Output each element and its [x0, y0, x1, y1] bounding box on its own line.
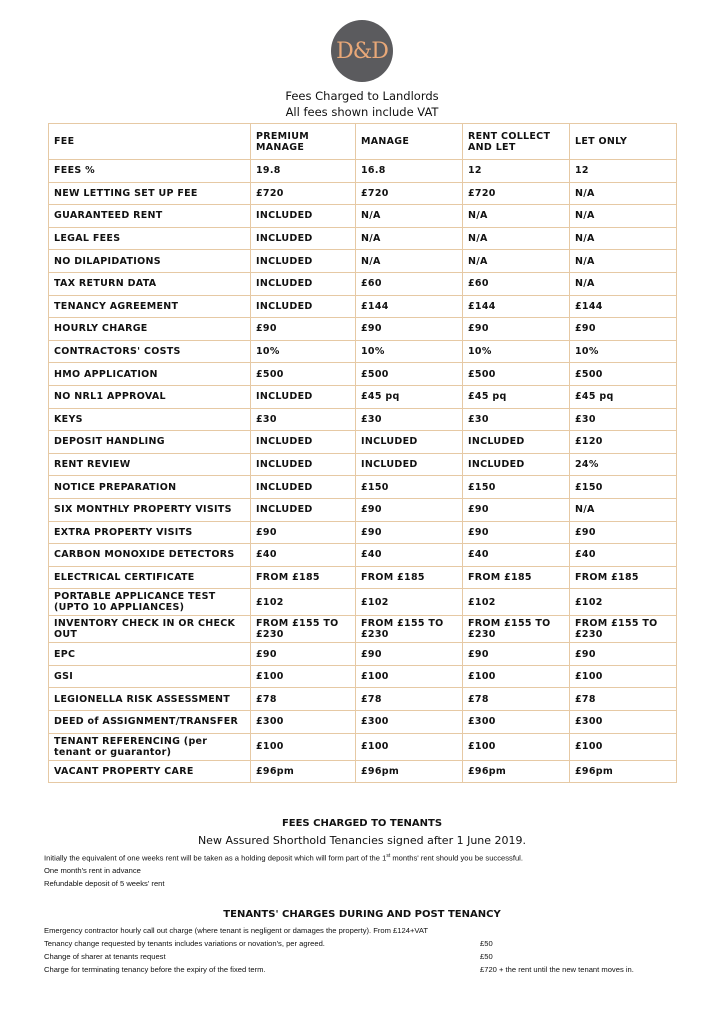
fee-value-cell: £720 — [251, 182, 356, 205]
fee-name-cell: NEW LETTING SET UP FEE — [49, 182, 251, 205]
table-row — [49, 431, 677, 454]
header-cell: LET ONLY — [570, 124, 677, 160]
fee-value-cell: £90 — [356, 521, 463, 544]
fee-value-cell: FROM £185 — [570, 566, 677, 589]
fee-name-cell: RENT REVIEW — [49, 453, 251, 476]
fee-value-cell: N/A — [570, 205, 677, 228]
fee-value-cell: £90 — [570, 521, 677, 544]
table-row — [49, 566, 677, 589]
fee-name-cell: FEES % — [49, 160, 251, 183]
fee-value-cell: £90 — [251, 318, 356, 341]
fee-value-cell: FROM £185 — [356, 566, 463, 589]
fee-value-cell: INCLUDED — [251, 250, 356, 273]
page-title: Fees Charged to Landlords — [285, 89, 439, 103]
fee-value-cell: £96pm — [463, 760, 570, 783]
fee-value-cell: N/A — [570, 498, 677, 521]
fee-value-cell: 10% — [356, 340, 463, 363]
fee-value-cell: 24% — [570, 453, 677, 476]
fee-value-cell: £102 — [570, 589, 677, 616]
fee-value-cell: £60 — [463, 272, 570, 295]
fee-value-cell: £90 — [463, 521, 570, 544]
fee-name-cell: NO DILAPIDATIONS — [49, 250, 251, 273]
fee-value-cell: 12 — [570, 160, 677, 183]
charge-label: Tenancy change requested by tenants includes variations or novation's, per agreed. — [44, 939, 325, 948]
fee-value-cell: £30 — [463, 408, 570, 431]
fee-value-cell: £300 — [463, 711, 570, 734]
fee-value-cell: £40 — [463, 544, 570, 567]
table-row — [49, 205, 677, 228]
holding-deposit-part1: Initially the equivalent of one weeks rent will be taken as a holding deposit which will form part of the 1 — [44, 853, 387, 863]
fee-name-cell: LEGIONELLA RISK ASSESSMENT — [49, 688, 251, 711]
tenant-fees-heading: FEES CHARGED TO TENANTS — [281, 818, 443, 829]
table-row — [49, 733, 677, 760]
fee-value-cell: N/A — [356, 250, 463, 273]
fee-name-cell: INVENTORY CHECK IN OR CHECK OUT — [49, 616, 251, 643]
fee-value-cell: £96pm — [570, 760, 677, 783]
fee-value-cell: £150 — [356, 476, 463, 499]
fee-value-cell: 12 — [463, 160, 570, 183]
fee-value-cell: £40 — [356, 544, 463, 567]
fee-value-cell: £90 — [570, 318, 677, 341]
table-row — [49, 521, 677, 544]
header-cell: FEE — [49, 124, 251, 160]
fee-name-cell: TENANT REFERENCING (per tenant or guarantor) — [49, 733, 251, 760]
charge-value: £50 — [480, 939, 493, 948]
fee-value-cell: £150 — [463, 476, 570, 499]
charge-label: Emergency contractor hourly call out charge (where tenant is negligent or damages the property). From £124+VAT — [44, 926, 429, 935]
charge-label: Change of sharer at tenants request — [44, 952, 166, 961]
fee-name-cell: HMO APPLICATION — [49, 363, 251, 386]
fee-value-cell: £100 — [356, 665, 463, 688]
table-row — [49, 711, 677, 734]
fee-value-cell: 19.8 — [251, 160, 356, 183]
fee-value-cell: £500 — [356, 363, 463, 386]
fee-value-cell: N/A — [356, 205, 463, 228]
fee-value-cell: £100 — [463, 733, 570, 760]
fee-value-cell: 10% — [463, 340, 570, 363]
fee-value-cell: £45 pq — [463, 385, 570, 408]
fee-name-cell: GSI — [49, 665, 251, 688]
table-row — [49, 363, 677, 386]
fee-value-cell: FROM £185 — [463, 566, 570, 589]
fee-name-cell: SIX MONTHLY PROPERTY VISITS — [49, 498, 251, 521]
fee-value-cell: FROM £155 TO £230 — [356, 616, 463, 643]
fee-value-cell: FROM £185 — [251, 566, 356, 589]
fee-value-cell: £90 — [356, 318, 463, 341]
fee-value-cell: N/A — [356, 227, 463, 250]
fee-value-cell: £500 — [570, 363, 677, 386]
table-row — [49, 453, 677, 476]
fee-name-cell: EXTRA PROPERTY VISITS — [49, 521, 251, 544]
charge-label: Charge for terminating tenancy before the expiry of the fixed term. — [44, 965, 266, 974]
fee-value-cell: £720 — [463, 182, 570, 205]
table-row — [49, 476, 677, 499]
fee-value-cell: £30 — [356, 408, 463, 431]
fee-value-cell: £120 — [570, 431, 677, 454]
fee-value-cell: 10% — [570, 340, 677, 363]
fee-name-cell: NOTICE PREPARATION — [49, 476, 251, 499]
table-row — [49, 589, 677, 616]
fee-value-cell: £300 — [251, 711, 356, 734]
holding-deposit-part2: months' rent should you be successful. — [390, 853, 523, 863]
fee-value-cell: FROM £155 TO £230 — [463, 616, 570, 643]
fee-value-cell: INCLUDED — [251, 205, 356, 228]
fee-name-cell: PORTABLE APPLICANCE TEST (UPTO 10 APPLIANCES) — [49, 589, 251, 616]
fee-value-cell: N/A — [570, 272, 677, 295]
fee-value-cell: £40 — [570, 544, 677, 567]
fee-name-cell: LEGAL FEES — [49, 227, 251, 250]
table-row — [49, 385, 677, 408]
landlord-fees-table — [48, 123, 677, 783]
fee-value-cell: INCLUDED — [251, 498, 356, 521]
fee-value-cell: £100 — [251, 665, 356, 688]
fee-value-cell: £45 pq — [570, 385, 677, 408]
fee-value-cell: INCLUDED — [251, 431, 356, 454]
fee-value-cell: £78 — [251, 688, 356, 711]
holding-deposit-text — [44, 853, 523, 863]
fee-value-cell: INCLUDED — [251, 476, 356, 499]
fee-value-cell: INCLUDED — [251, 272, 356, 295]
fee-value-cell: £78 — [356, 688, 463, 711]
fee-value-cell: £90 — [570, 643, 677, 666]
header-cell: RENT COLLECT AND LET — [463, 124, 570, 160]
header-cell: PREMIUM MANAGE — [251, 124, 356, 160]
table-row — [49, 643, 677, 666]
fee-value-cell: £500 — [463, 363, 570, 386]
fee-value-cell: £45 pq — [356, 385, 463, 408]
company-logo — [331, 20, 393, 82]
fee-name-cell: DEED of ASSIGNMENT/TRANSFER — [49, 711, 251, 734]
fee-value-cell: £144 — [570, 295, 677, 318]
fee-value-cell: £102 — [251, 589, 356, 616]
fee-value-cell: £100 — [570, 665, 677, 688]
fee-value-cell: FROM £155 TO £230 — [570, 616, 677, 643]
fee-value-cell: £90 — [251, 521, 356, 544]
table-row — [49, 616, 677, 643]
fee-value-cell: £78 — [463, 688, 570, 711]
fee-name-cell: TAX RETURN DATA — [49, 272, 251, 295]
refundable-deposit-text: Refundable deposit of 5 weeks' rent — [44, 879, 165, 888]
fee-value-cell: £90 — [251, 643, 356, 666]
table-row — [49, 272, 677, 295]
fee-name-cell: EPC — [49, 643, 251, 666]
fee-value-cell: £96pm — [356, 760, 463, 783]
table-row — [49, 498, 677, 521]
fee-value-cell: N/A — [463, 227, 570, 250]
fee-value-cell: £100 — [356, 733, 463, 760]
ordinal-suffix: st — [386, 853, 391, 859]
fee-value-cell: INCLUDED — [463, 453, 570, 476]
fee-value-cell: £40 — [251, 544, 356, 567]
header-cell: MANAGE — [356, 124, 463, 160]
fee-value-cell: 16.8 — [356, 160, 463, 183]
table-row — [49, 340, 677, 363]
fee-value-cell: 10% — [251, 340, 356, 363]
fee-value-cell: INCLUDED — [463, 431, 570, 454]
fee-value-cell: £500 — [251, 363, 356, 386]
rent-advance-text: One month's rent in advance — [44, 866, 141, 875]
fee-value-cell: INCLUDED — [251, 295, 356, 318]
fee-value-cell: N/A — [463, 250, 570, 273]
fee-value-cell: FROM £155 TO £230 — [251, 616, 356, 643]
fee-name-cell: HOURLY CHARGE — [49, 318, 251, 341]
fee-value-cell: £150 — [570, 476, 677, 499]
fee-value-cell: £720 — [356, 182, 463, 205]
table-row — [49, 544, 677, 567]
fee-value-cell: £144 — [356, 295, 463, 318]
table-row — [49, 182, 677, 205]
fee-value-cell: N/A — [570, 182, 677, 205]
table-row — [49, 227, 677, 250]
charge-value: £50 — [480, 952, 493, 961]
fee-name-cell: DEPOSIT HANDLING — [49, 431, 251, 454]
during-tenancy-heading: TENANTS' CHARGES DURING AND POST TENANCY — [223, 909, 501, 920]
fee-value-cell: INCLUDED — [356, 431, 463, 454]
fee-value-cell: £102 — [356, 589, 463, 616]
fee-value-cell: £30 — [251, 408, 356, 431]
fee-name-cell: VACANT PROPERTY CARE — [49, 760, 251, 783]
table-row — [49, 295, 677, 318]
table-row — [49, 408, 677, 431]
table-row — [49, 688, 677, 711]
fee-value-cell: INCLUDED — [356, 453, 463, 476]
fee-name-cell: CONTRACTORS' COSTS — [49, 340, 251, 363]
fee-value-cell: £30 — [570, 408, 677, 431]
fee-name-cell: ELECTRICAL CERTIFICATE — [49, 566, 251, 589]
fee-value-cell: £90 — [463, 643, 570, 666]
table-row — [49, 160, 677, 183]
fee-value-cell: N/A — [463, 205, 570, 228]
fee-value-cell: £102 — [463, 589, 570, 616]
fee-value-cell: INCLUDED — [251, 385, 356, 408]
fee-name-cell: CARBON MONOXIDE DETECTORS — [49, 544, 251, 567]
fee-name-cell: GUARANTEED RENT — [49, 205, 251, 228]
table-row — [49, 760, 677, 783]
table-header-row — [49, 124, 677, 160]
fee-value-cell: £90 — [356, 643, 463, 666]
tenant-fees-subheading: New Assured Shorthold Tenancies signed after 1 June 2019. — [197, 834, 527, 847]
fee-value-cell: £300 — [570, 711, 677, 734]
fee-value-cell: £78 — [570, 688, 677, 711]
fee-value-cell: £100 — [570, 733, 677, 760]
fee-name-cell: TENANCY AGREEMENT — [49, 295, 251, 318]
fee-value-cell: £144 — [463, 295, 570, 318]
logo-text: D&D — [336, 38, 388, 64]
fee-value-cell: N/A — [570, 250, 677, 273]
fee-value-cell: INCLUDED — [251, 453, 356, 476]
fee-value-cell: £300 — [356, 711, 463, 734]
fee-value-cell: £90 — [463, 498, 570, 521]
fee-value-cell: £90 — [463, 318, 570, 341]
fee-value-cell: £100 — [463, 665, 570, 688]
fee-value-cell: £60 — [356, 272, 463, 295]
page-subtitle: All fees shown include VAT — [285, 105, 439, 119]
fee-name-cell: KEYS — [49, 408, 251, 431]
fee-value-cell: INCLUDED — [251, 227, 356, 250]
fee-value-cell: £90 — [356, 498, 463, 521]
fee-value-cell: £100 — [251, 733, 356, 760]
table-row — [49, 250, 677, 273]
fee-name-cell: NO NRL1 APPROVAL — [49, 385, 251, 408]
fee-value-cell: £96pm — [251, 760, 356, 783]
charge-value: £720 + the rent until the new tenant moves in. — [480, 965, 634, 974]
fee-value-cell: N/A — [570, 227, 677, 250]
table-row — [49, 665, 677, 688]
table-row — [49, 318, 677, 341]
